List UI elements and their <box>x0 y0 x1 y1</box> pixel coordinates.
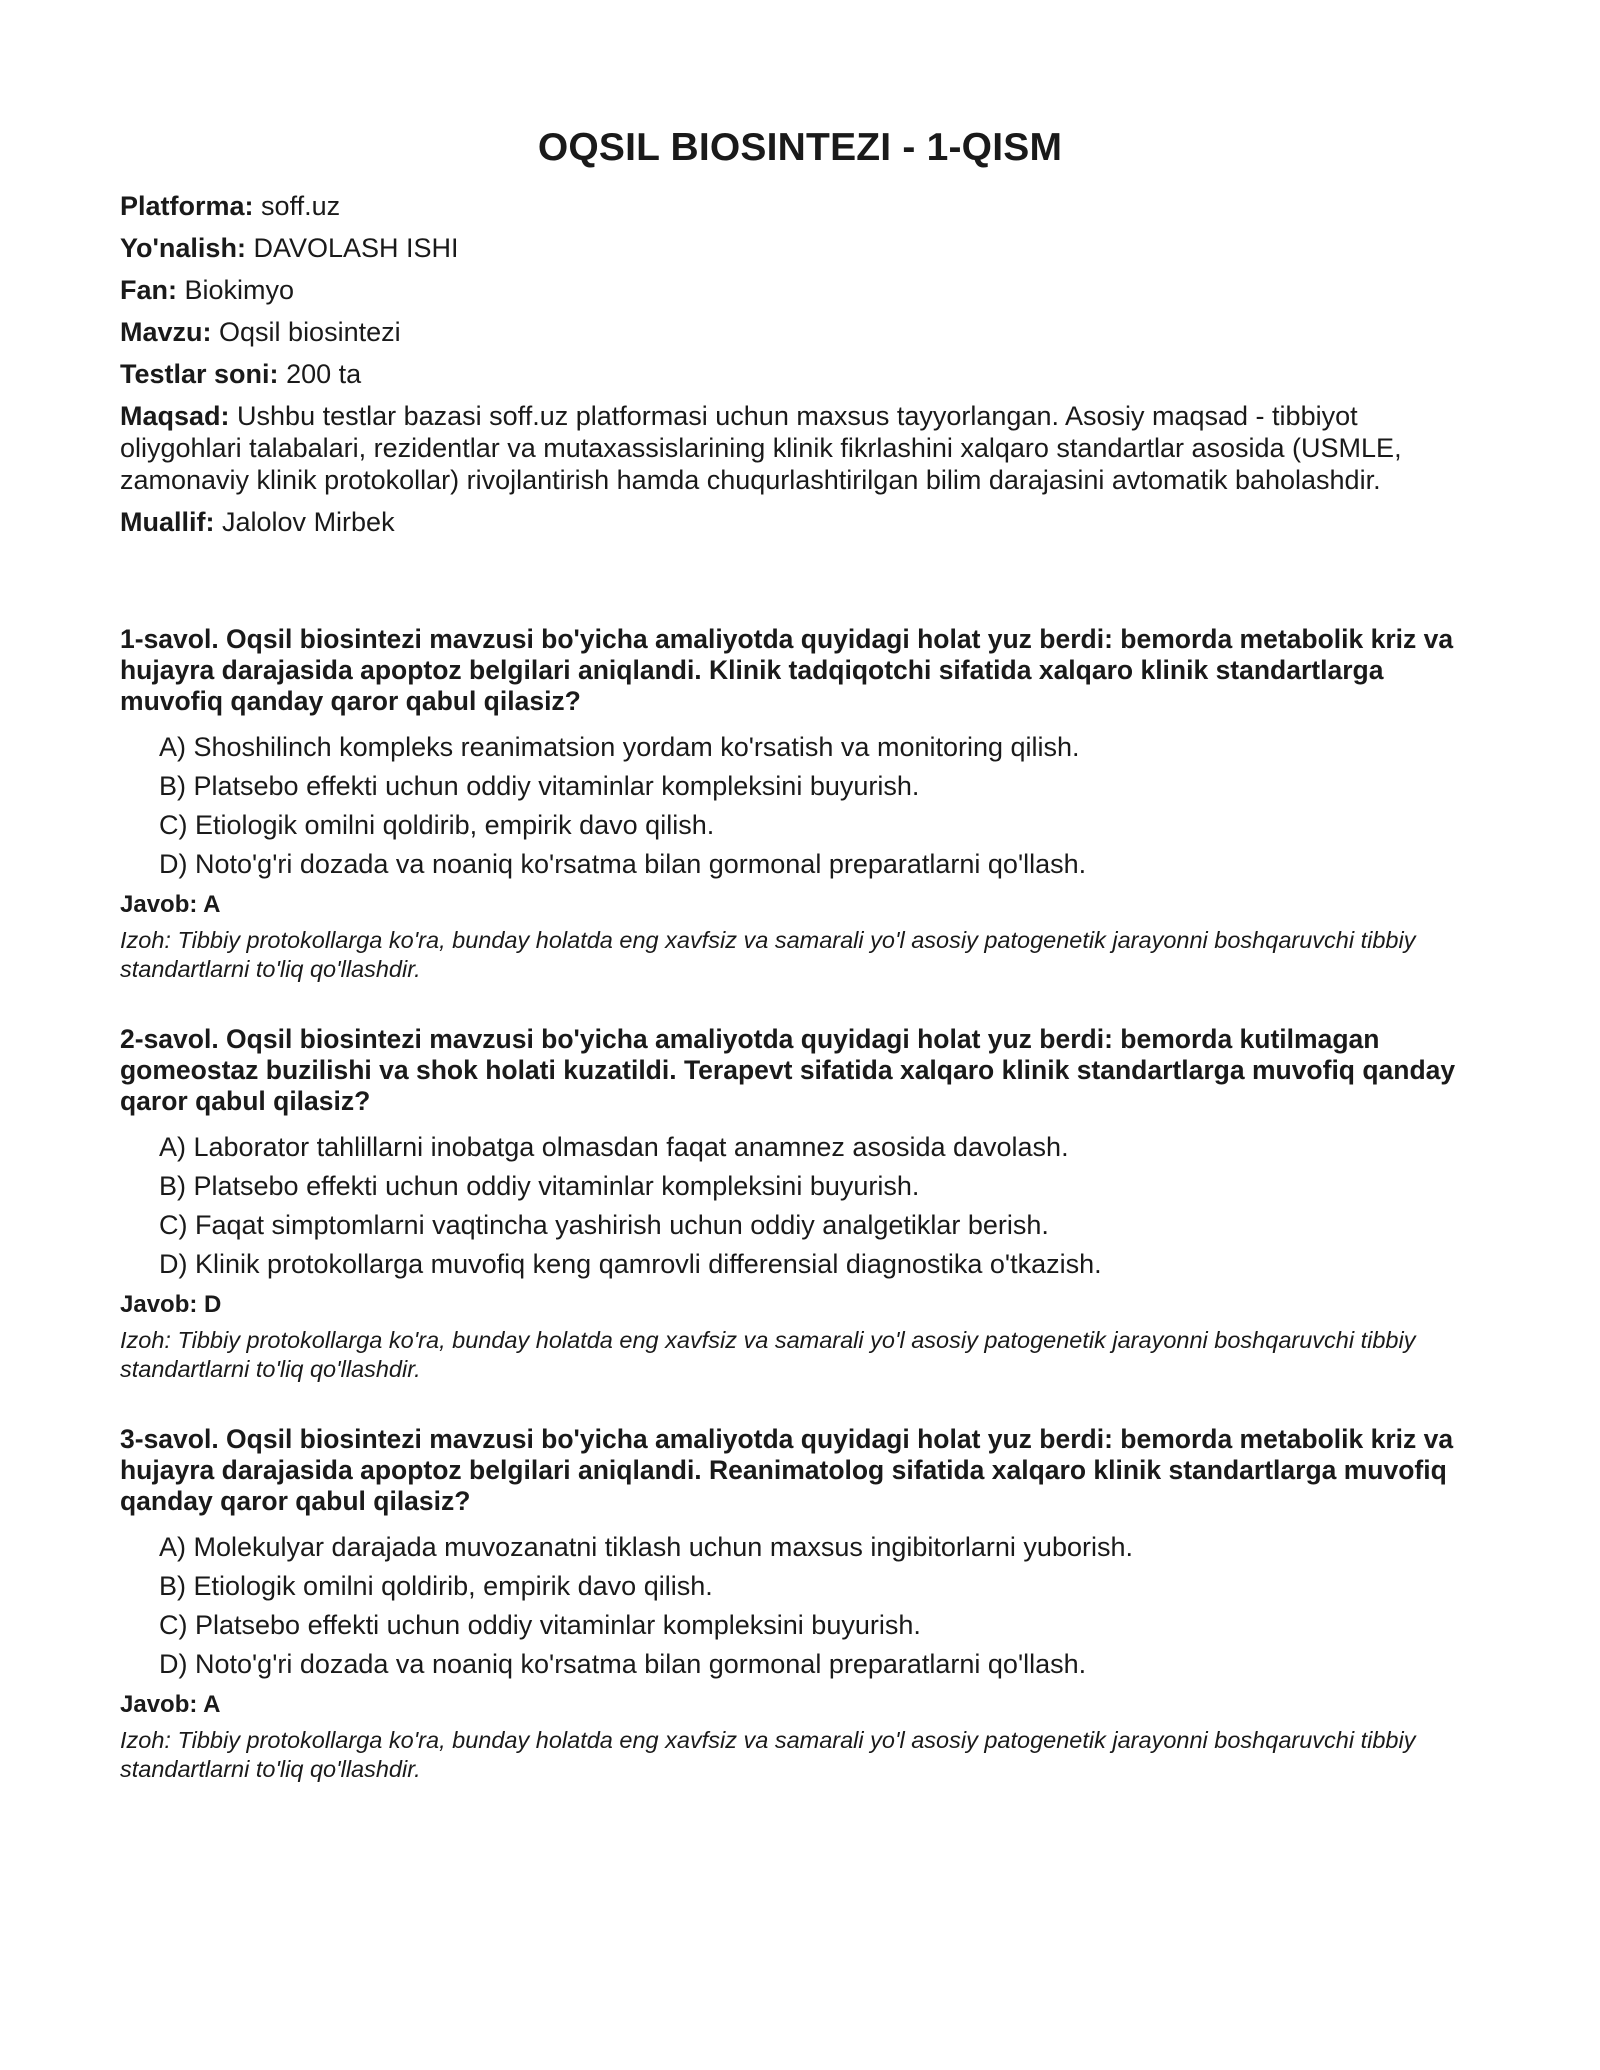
meta-author-label: Muallif: <box>120 507 215 537</box>
option-list <box>120 1531 1480 1680</box>
question-2 <box>120 1024 1480 1384</box>
question-list <box>120 624 1480 1784</box>
meta-platform <box>120 190 1480 222</box>
option-a: A) Molekulyar darajada muvozanatni tiklash uchun maxsus ingibitorlarni yuborish. <box>159 1532 1133 1562</box>
option-a: A) Shoshilinch kompleks reanimatsion yordam ko'rsatish va monitoring qilish. <box>159 732 1080 762</box>
meta-test-count-label: Testlar soni: <box>120 359 279 389</box>
answer-label: Javob: A <box>120 891 221 918</box>
option-list <box>120 731 1480 880</box>
meta-purpose-label: Maqsad: <box>120 401 230 431</box>
meta-test-count <box>120 358 1480 390</box>
question-3 <box>120 1424 1480 1784</box>
document-title: OQSIL BIOSINTEZI - 1-QISM <box>537 126 1063 169</box>
meta-platform-value: soff.uz <box>261 191 341 221</box>
meta-author <box>120 506 1480 538</box>
document-page <box>120 118 1480 1824</box>
option-d: D) Noto'g'ri dozada va noaniq ko'rsatma bilan gormonal preparatlarni qo'llash. <box>159 849 1087 879</box>
option-d: D) Noto'g'ri dozada va noaniq ko'rsatma bilan gormonal preparatlarni qo'llash. <box>159 1649 1087 1679</box>
answer-label: Javob: A <box>120 1691 221 1718</box>
meta-topic <box>120 316 1480 348</box>
explanation-text: Izoh: Tibbiy protokollarga ko'ra, bunday holatda eng xavfsiz va samarali yo'l asosiy patogenetik jarayonni boshqaruvchi tibbiy standartlarni to'liq qo'llashdir. <box>120 1327 1416 1382</box>
meta-topic-label: Mavzu: <box>120 317 212 347</box>
question-text: 3-savol. Oqsil biosintezi mavzusi bo'yicha amaliyotda quyidagi holat yuz berdi: bemorda metabolik kriz va hujayra darajasida apoptoz belgilari aniqlandi. Reanimatolog sifatida xalqaro klinik standartlarga muvofiq qanday qaror qabul qilasiz? <box>120 1424 1454 1516</box>
option-c: C) Faqat simptomlarni vaqtincha yashirish uchun oddiy analgetiklar berish. <box>159 1210 1049 1240</box>
meta-purpose <box>120 400 1480 496</box>
question-text: 1-savol. Oqsil biosintezi mavzusi bo'yicha amaliyotda quyidagi holat yuz berdi: bemorda metabolik kriz va hujayra darajasida apoptoz belgilari aniqlandi. Klinik tadqiqotchi sifatida xalqaro klinik standartlarga muvofiq qanday qaror qabul qilasiz? <box>120 624 1454 716</box>
meta-author-value: Jalolov Mirbek <box>222 507 395 537</box>
document-metadata <box>120 190 1480 538</box>
meta-platform-label: Platforma: <box>120 191 254 221</box>
meta-test-count-value: 200 ta <box>286 359 362 389</box>
option-d: D) Klinik protokollarga muvofiq keng qamrovli differensial diagnostika o'tkazish. <box>159 1249 1102 1279</box>
option-c: C) Etiologik omilni qoldirib, empirik davo qilish. <box>159 810 715 840</box>
option-b: B) Etiologik omilni qoldirib, empirik davo qilish. <box>159 1571 713 1601</box>
meta-purpose-value: Ushbu testlar bazasi soff.uz platformasi uchun maxsus tayyorlangan. Asosiy maqsad - tibbiyot oliygohlari talabalari, rezidentlar va mutaxassislarining klinik fikrlashini xalqaro standartlar asosida (USMLE, zamonaviy klinik protokollar) rivojlantirish hamda chuqurlashtirilgan bilim darajasini avtomatik baholashdir. <box>120 401 1402 495</box>
explanation-text: Izoh: Tibbiy protokollarga ko'ra, bunday holatda eng xavfsiz va samarali yo'l asosiy patogenetik jarayonni boshqaruvchi tibbiy standartlarni to'liq qo'llashdir. <box>120 927 1416 982</box>
option-list <box>120 1131 1480 1280</box>
option-c: C) Platsebo effekti uchun oddiy vitaminlar kompleksini buyurish. <box>159 1610 921 1640</box>
question-1 <box>120 624 1480 984</box>
meta-direction <box>120 232 1480 264</box>
meta-subject-label: Fan: <box>120 275 177 305</box>
meta-subject <box>120 274 1480 306</box>
meta-topic-value: Oqsil biosintezi <box>219 317 401 347</box>
option-a: A) Laborator tahlillarni inobatga olmasdan faqat anamnez asosida davolash. <box>159 1132 1069 1162</box>
question-text: 2-savol. Oqsil biosintezi mavzusi bo'yicha amaliyotda quyidagi holat yuz berdi: bemorda kutilmagan gomeostaz buzilishi va shok holati kuzatildi. Terapevt sifatida xalqaro klinik standartlarga muvofiq qanday qaror qabul qilasiz? <box>120 1024 1456 1116</box>
meta-direction-value: DAVOLASH ISHI <box>253 233 459 263</box>
option-b: B) Platsebo effekti uchun oddiy vitaminlar kompleksini buyurish. <box>159 771 920 801</box>
meta-subject-value: Biokimyo <box>184 275 295 305</box>
meta-direction-label: Yo'nalish: <box>120 233 246 263</box>
explanation-text: Izoh: Tibbiy protokollarga ko'ra, bunday holatda eng xavfsiz va samarali yo'l asosiy patogenetik jarayonni boshqaruvchi tibbiy standartlarni to'liq qo'llashdir. <box>120 1727 1416 1782</box>
option-b: B) Platsebo effekti uchun oddiy vitaminlar kompleksini buyurish. <box>159 1171 920 1201</box>
answer-label: Javob: D <box>120 1291 222 1318</box>
